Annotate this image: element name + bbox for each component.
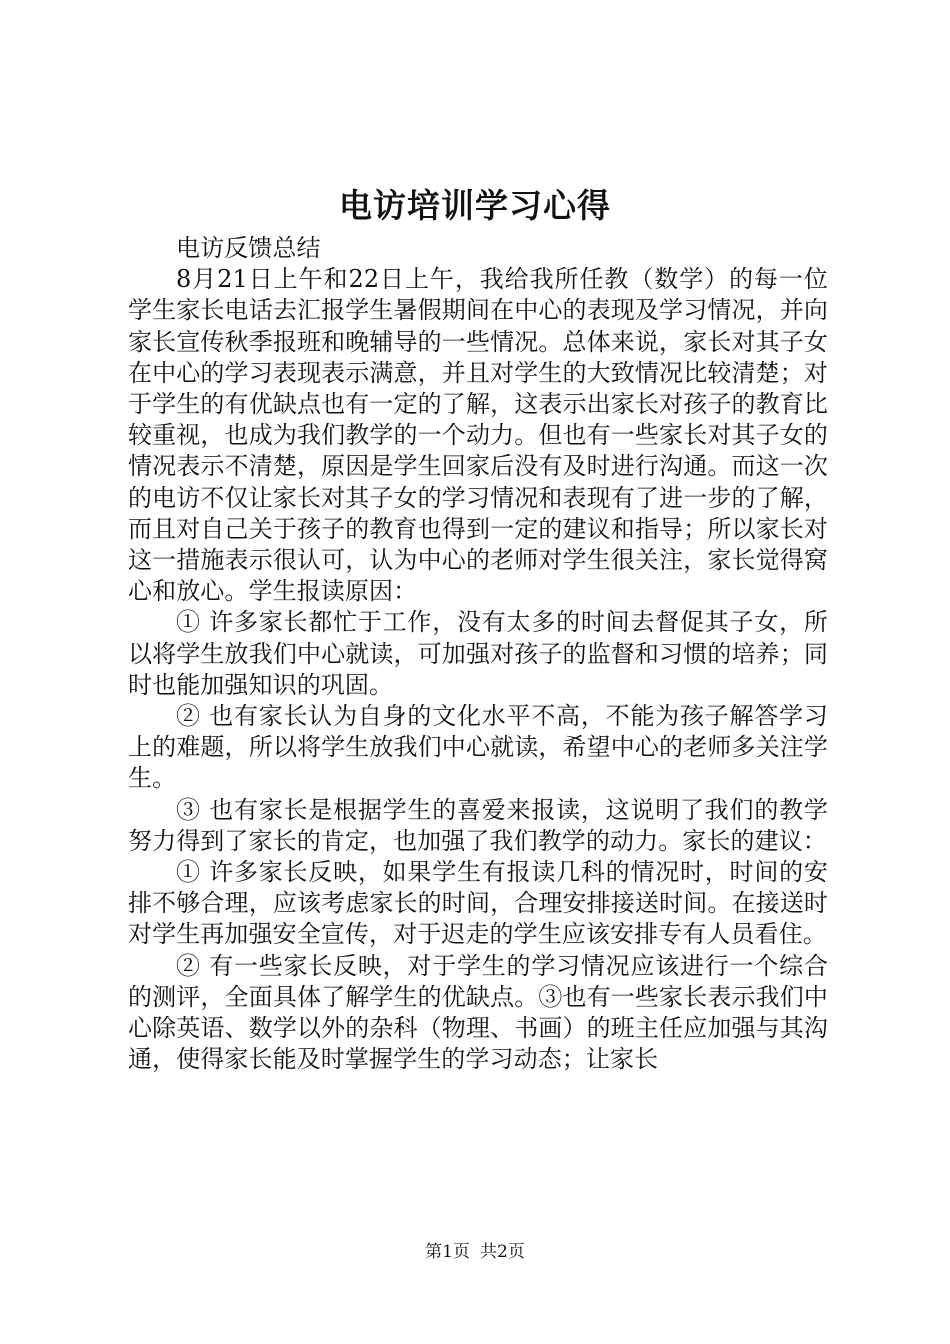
paragraph: 8月21日上午和22日上午，我给我所任教（数学）的每一位学生家长电话去汇报学生暑假期间在中心的表现及学习情况，并向家长宣传秋季报班和晚辅导的一些情况。总体来说，家长对其子女在中心的学习表现表示满意，并且对学生的大致情况比较清楚；对于学生的有优缺点也有一定的了解，这表示出家长对孩子的教育比较重视，也成为我们教学的一个动力。但也有一些家长对其子女的情况表示不清楚，原因是学生回家后没有及时进行沟通。而这一次的电访不仅让家长对其子女的学习情况和表现有了进一步的了解，而且对自己关于孩子的教育也得到一定的建议和指导；所以家长对这一措施表示很认可，认为中心的老师对学生很关注，家长觉得窝心和放心。学生报读原因：	[128, 265, 828, 606]
paragraph: ② 有一些家长反映，对于学生的学习情况应该进行一个综合的测评，全面具体了解学生的优缺点。③也有一些家长表示我们中心除英语、数学以外的杂科（物理、书画）的班主任应加强与其沟通，使得家长能及时掌握学生的学习动态；让家长	[128, 951, 828, 1074]
section-heading: 电访反馈总结	[176, 234, 321, 262]
page-number: 第1页	[425, 1242, 470, 1262]
paragraph: ① 许多家长反映，如果学生有报读几科的情况时，时间的安排不够合理，应该考虑家长的时间，合理安排接送时间。在接送时对学生再加强安全宣传，对于迟走的学生应该安排专有人员看住。	[128, 858, 828, 949]
paragraph: ③ 也有家长是根据学生的喜爱来报读，这说明了我们的教学努力得到了家长的肯定，也加强了我们教学的动力。家长的建议：	[128, 795, 828, 855]
document-body	[128, 233, 828, 1075]
page-footer	[0, 1240, 950, 1264]
document-title: 电访培训学习心得	[339, 186, 611, 225]
paragraph: ① 许多家长都忙于工作，没有太多的时间去督促其子女，所以将学生放我们中心就读，可加强对孩子的监督和习惯的培养；同时也能加强知识的巩固。	[128, 608, 828, 699]
page-total: 共2页	[480, 1242, 525, 1262]
paragraph: ② 也有家长认为自身的文化水平不高，不能为孩子解答学习上的难题，所以将学生放我们中心就读，希望中心的老师多关注学生。	[128, 702, 828, 793]
